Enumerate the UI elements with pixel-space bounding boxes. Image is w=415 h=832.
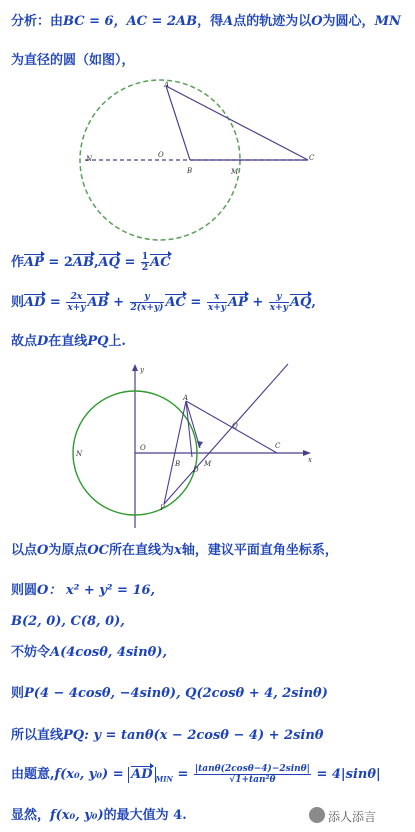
label-B: B — [187, 167, 193, 175]
text: = — [119, 255, 140, 270]
label-O: O — [140, 444, 146, 452]
watermark-text: 添人添言 — [328, 810, 377, 824]
fraction: $\frac{2x}{x+y}$ — [67, 292, 86, 313]
math-var: O — [37, 543, 49, 558]
label-C: C — [275, 442, 281, 450]
watermark-logo-icon — [309, 807, 325, 823]
label-A: A — [164, 81, 170, 89]
text: = 2 — [43, 255, 73, 270]
text: 分析：由 — [11, 14, 64, 29]
conclusion-line: 显然，f(x₀, y₀)的最大值为 4. — [11, 808, 187, 823]
label-O: O — [158, 151, 164, 159]
fraction: $\frac{|\tan\theta(2\cos\theta-4)-2\sin\theta|}{\text{√1+tan²θ}}$ — [194, 764, 310, 785]
label-B: B — [175, 460, 181, 468]
label-x: x — [308, 456, 312, 464]
math-expr: A(4cosθ, 4sinθ), — [50, 645, 168, 660]
segment-ac — [166, 86, 308, 160]
vector-AC: AC — [150, 255, 171, 270]
figure-2-diagram — [72, 362, 317, 532]
distance-line: 由题意,f(x₀, y₀) = AD $_{MIN}$ = $\frac{|\tan\theta(2\cos\theta-4)-2\sin\theta|}{\text{√1+tan²θ}}$ = 4|sinθ| — [11, 764, 381, 785]
text: 点的轨迹为以 — [233, 14, 312, 29]
math-expr: P(4 − 4cosθ, −4sinθ), Q(2cosθ + 4, 2sinθ) — [24, 686, 328, 701]
math-var: A — [223, 14, 234, 29]
collinear-line: 故点D在直线PQ上. — [11, 334, 126, 349]
label-M: M — [204, 460, 212, 468]
points-bc-line: B(2, 0), C(8, 0), — [11, 614, 125, 629]
line-pq — [164, 364, 288, 504]
math-var: x — [174, 543, 182, 558]
vector-AC: AC — [165, 295, 186, 310]
math-expr: O： x² + y² = 16, — [37, 583, 156, 598]
vector-AB: AB — [87, 295, 109, 310]
intro-line — [11, 14, 401, 30]
abs-vector: AD — [128, 767, 155, 783]
point-a-line: 不妨令A(4cosθ, 4sinθ), — [11, 645, 168, 660]
text: 为圆心， — [322, 14, 375, 29]
vector-AQ: AQ — [98, 255, 120, 270]
label-P: P — [160, 504, 165, 512]
label-M: M — [231, 168, 239, 176]
vector-AB: AB — [72, 255, 94, 270]
fraction: $\frac{1}{2}$ — [141, 252, 149, 273]
label-A: A — [183, 394, 189, 402]
intro-line-2: 为直径的圆（如图）， — [11, 53, 135, 68]
math-expr: f(x₀, y₀) — [50, 808, 104, 823]
fraction: $\frac{y}{x+y}$ — [269, 292, 288, 313]
points-pq-line: 则P(4 − 4cosθ, −4sinθ), Q(2cosθ + 4, 2sinθ) — [11, 686, 328, 701]
fraction: $\frac{y}{2(x+y)}$ — [130, 292, 164, 313]
label-N: N — [76, 450, 83, 458]
y-axis-arrow — [132, 364, 138, 371]
label-Q: Q — [232, 422, 238, 430]
coord-system-line: 以点O为原点OC所在直线为x轴，建议平面直角坐标系， — [11, 543, 338, 558]
label-N: N — [86, 155, 93, 163]
circle-eq-line: 则圆O： x² + y² = 16, — [11, 583, 156, 598]
text: 作 — [11, 255, 25, 270]
subscript: MIN — [155, 774, 173, 784]
vector-AQ: AQ — [289, 295, 312, 310]
math-expr: f(x₀, y₀) = — [54, 767, 129, 782]
vector-AP: AP — [227, 295, 248, 310]
math-var: OC — [87, 543, 110, 558]
vector-AD: AD — [24, 295, 46, 310]
line-pq-eq: 所以直线PQ: y = tanθ(x − 2cosθ − 4) + 2sinθ — [11, 728, 324, 743]
math-var: D — [37, 334, 49, 349]
vector-def-line — [11, 252, 171, 273]
figure-1-diagram — [78, 78, 328, 246]
text: 则 — [11, 295, 25, 310]
text: ，得 — [197, 14, 224, 29]
math-var: PQ — [87, 334, 109, 349]
label-y: y — [140, 366, 144, 374]
math-var: O — [311, 14, 323, 29]
math-expr: BC = 6，AC = 2AB — [63, 14, 198, 29]
fraction: $\frac{x}{x+y}$ — [207, 292, 226, 313]
vector-ad-line: 则AD = $\frac{2x}{x+y}$ AB + $\frac{y}{2(x+y)}$ AC = $\frac{x}{x+y}$ AP + $\frac{y}{x+y}$ AQ, — [11, 292, 316, 313]
text: , — [93, 255, 99, 270]
math-expr: PQ: y = tanθ(x − 2cosθ − 4) + 2sinθ — [63, 728, 324, 743]
math-expr: = 4|sinθ| — [311, 767, 381, 782]
label-D: D — [193, 466, 199, 474]
label-C: C — [309, 154, 315, 162]
vector-AP: AP — [24, 255, 44, 270]
math-var: MN — [374, 14, 401, 29]
